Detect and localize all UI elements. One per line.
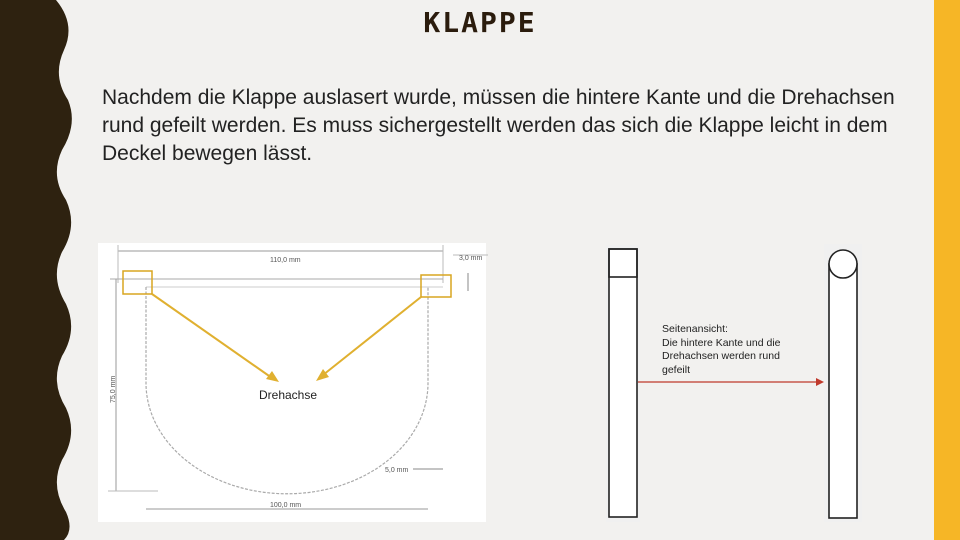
round-pivot-edge: [829, 250, 857, 278]
side-view-label-line-2: Die hintere Kante und die: [662, 336, 781, 349]
red-pointer-arrow: [636, 376, 826, 388]
right-accent-band: [934, 0, 960, 540]
side-view-right-bar: [824, 244, 862, 522]
side-view-left-bar: [606, 245, 640, 522]
dim-top-label: 110,0 mm: [270, 257, 301, 264]
side-view-label-line-3: Drehachsen werden rund: [662, 350, 780, 362]
side-view-label-line-4: gefeilt: [662, 363, 691, 376]
slide-title: KLAPPE: [423, 6, 537, 39]
dim-thickness-label: 3,0 mm: [459, 255, 483, 262]
body-paragraph: Nachdem die Klappe auslasert wurde, müssen die hintere Kante und die Drehachsen rund gefeilt werden. Es muss sichergestellt werden das sich die Klappe leicht in dem Deckel bewegen lässt.: [102, 86, 895, 165]
drehachse-label: Drehachse: [259, 388, 318, 402]
dim-radius-label: 5,0 mm: [385, 467, 409, 474]
flap-technical-drawing: [98, 243, 488, 523]
dim-height-label: 75,0 mm: [110, 375, 117, 403]
side-view-annotation: [662, 323, 781, 377]
side-view-label-line-1: Seitenansicht:: [662, 323, 728, 335]
left-decorative-band: [0, 0, 80, 540]
dim-bottom-label: 100,0 mm: [270, 502, 302, 509]
